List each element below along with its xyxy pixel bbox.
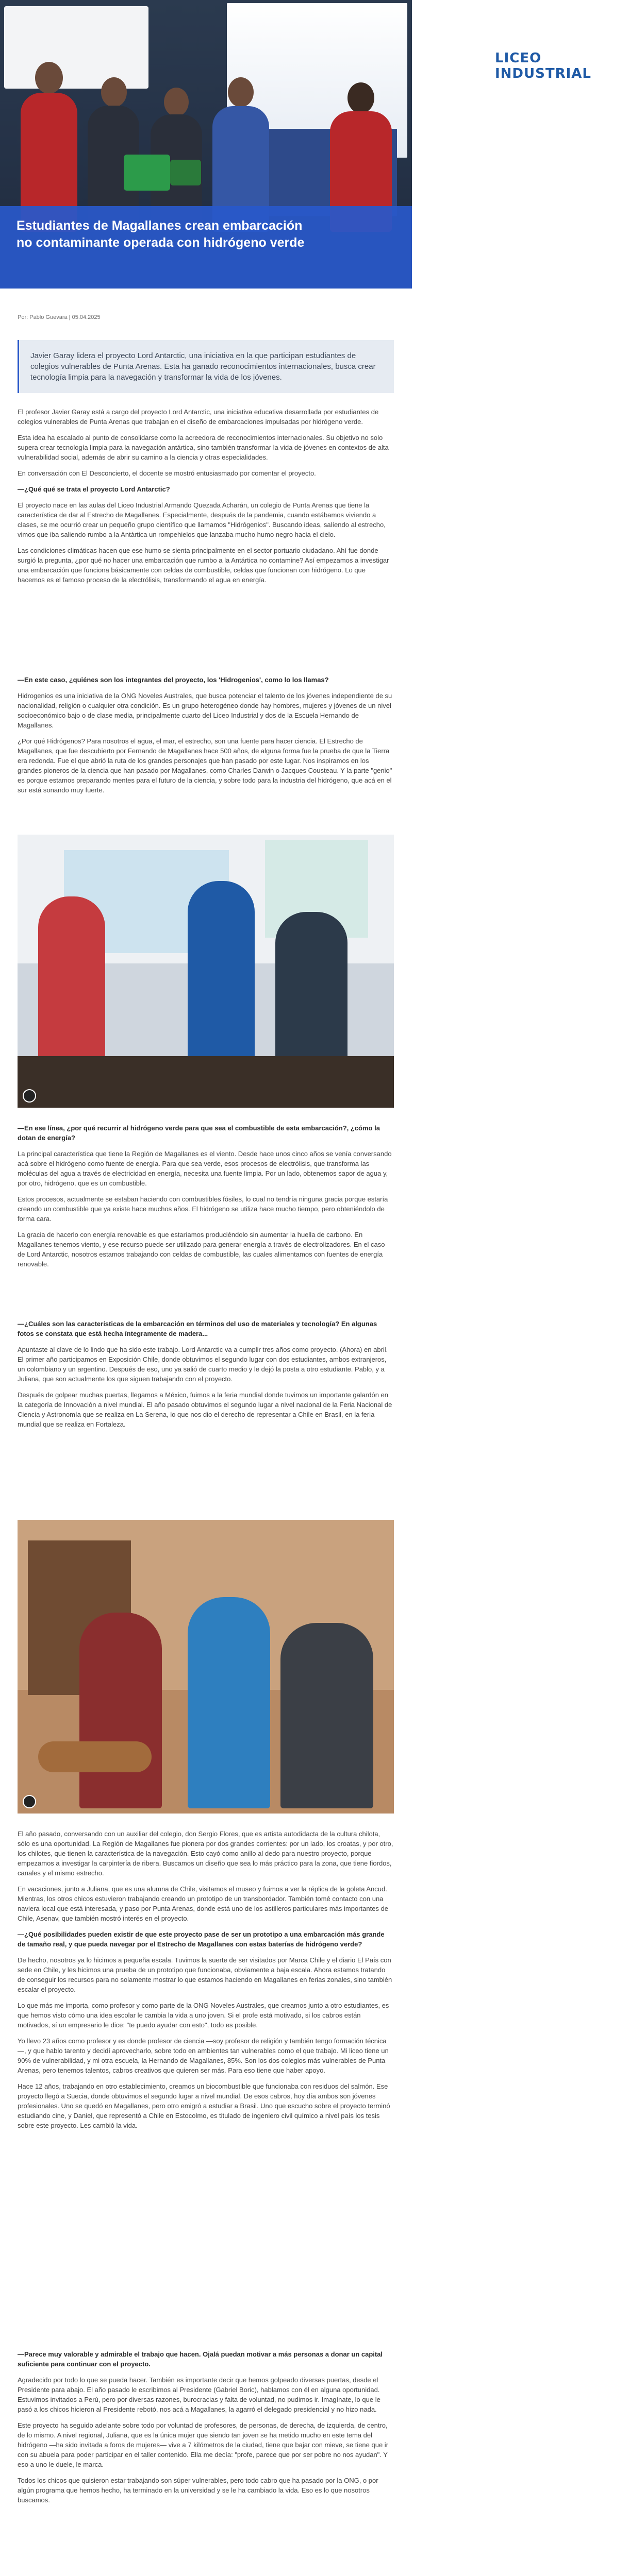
lego-model-2: [170, 160, 201, 185]
paragraph: Apuntaste al clave de lo lindo que ha sido este trabajo. Lord Antarctic va a cumplir tres años como proyecto. (Ahora) en abril. El primer año participamos en Exposición Chile, donde obtuvimos el segundo lugar con dos estudiantes, ambos extranjeros, un colombiano y un argentino. Después de eso, uno ya salió de cuarto medio y le dejó la posta a otro estudiante. Pablo, y a Juliana, que son actualmente los que siguen trabajando con el proyecto.: [18, 1346, 388, 1383]
paragraph: Las condiciones climáticas hacen que ese humo se sienta principalmente en el sector portuario ciudadano. Ahí fue donde surgió la pregunta, ¿por qué no hacer una embarcación que rumbo a la Antártica no contamine? Así empezamos a investigar una embarcación que funciona básicamente con celdas de combustible, celdas que funcionan con hidrógeno. Lo que hacemos es el famoso proceso de la electrólisis, transformando el agua en energía.: [18, 547, 389, 584]
paragraph: El año pasado, conversando con un auxiliar del colegio, don Sergio Flores, que es artista autodidacta de la cultura chilota, sólo es una oportunidad. La Región de Magallanes fue pionera por dos grandes corrientes: por un lado, los croatas, y por otro, los chilotes, que tienen la característica de la navegación. Esto cayó como anillo al dedo para nuestro proyecto, porque empezamos a investigar la carpintería de ribera. Buscamos un diseño que sea lo más práctico para la zona, que tiene fiordos, canales y el mismo estrecho.: [18, 1830, 393, 1877]
person-9: [79, 1613, 162, 1808]
paragraph: En vacaciones, junto a Juliana, que es una alumna de Chile, visitamos el museo y fuimos a ver la réplica de la goleta Ancud. Mientras, los otros chicos estuvieron trabajando creando un prototipo de un transbordador. También tomé contacto con una naviera local que está interesada, y paso por Punta Arenas, donde está uno de los astilleros particulares más importantes de Chile, Asenav, que también mostró interés en el proyecto.: [18, 1885, 389, 1922]
section-5: [18, 1829, 394, 2137]
section-1: [18, 407, 394, 591]
question: —Parece muy valorable y admirable el trabajo que hacen. Ojalá puedan motivar a más personas a donar un capital suficiente para continuar con el proyecto.: [18, 2350, 383, 2368]
question: —¿Qué posibilidades pueden existir de que este proyecto pase de ser un prototipo a una embarcación más grande de tamaño real, y que pueda navegar por el Estrecho de Magallanes con estas baterías de hidrógeno verde?: [18, 1930, 385, 1948]
title-band: [0, 206, 412, 289]
question: —En este caso, ¿quiénes son los integrantes del proyecto, los 'Hidrogenios', como lo los llamas?: [18, 676, 329, 684]
paragraph: Hace 12 años, trabajando en otro establecimiento, creamos un biocombustible que funcionaba con residuos del salmón. Ese proyecto llegó a Suecia, donde obtuvimos el segundo lugar a nivel mundial. De esos cabros, hoy día ambos son jóvenes profesionales. Uno se quedó en Magallanes, pero otro emigró a estudiar a Brasil. Uno que escucho sobre el proyecto terminó estudiando cine, y Daniel, que representó a Chile en Estocolmo, es titulado de ingeniero civil químico a nivel país los tesis sobre este proyecto. Les cambió la vida.: [18, 2082, 390, 2129]
article-title: Estudiantes de Magallanes crean embarcación no contaminante operada con hidrógeno verde: [16, 218, 305, 250]
poster-text: LICEO INDUSTRIAL: [495, 50, 591, 81]
hero-photo: [0, 0, 591, 289]
paragraph: La gracia de hacerlo con energía renovable es que estaríamos produciéndolo sin aumentar la huella de carbono. En Magallanes tenemos viento, y ese recurso puede ser utilizado para generar energía a través de electrolizadores. En el caso de Lord Antarctic, nosotros estamos trabajando con celdas de combustible, las cuales alimentamos con fuentes de energía renovable.: [18, 1231, 385, 1268]
paragraph: Estos procesos, actualmente se estaban haciendo con combustibles fósiles, lo cual no tendría ninguna gracia porque estaría creando un combustible que ya existe hace muchos años. El hidrógeno se utiliza hace mucho tiempo, pero obteniéndolo de forma cara.: [18, 1195, 388, 1223]
byline: Por: Pablo Guevara | 05.04.2025: [18, 314, 101, 320]
photo-credit-icon: [23, 1795, 36, 1808]
person-10: [188, 1597, 270, 1808]
paragraph: Hidrogenios es una iniciativa de la ONG Noveles Australes, que busca potenciar el talento de los jóvenes independiente de su nacionalidad, religión o cualquier otra condición. Es un grupo heterogéneo donde hay hombres, mujeres y jóvenes de un nivel socioeconómico bajo o de clase media, principalmente cuarto del Liceo Industrial y dos de la Escuela Hernando de Magallanes.: [18, 692, 392, 729]
section-6: [18, 2349, 394, 2511]
section-3: [18, 1123, 394, 1275]
paragraph: Agradecido por todo lo que se pueda hacer. También es importante decir que hemos golpeado diversas puertas, desde el Presidente para abajo. El año pasado le escribimos al Presidente (Gabriel Boric), hablamos con él en alguna oportunidad. Estuvimos invitados a Perú, pero por diversas razones, burocracias y falta de voluntad, no pudimos ir. Imagínate, lo que le pasó a los chicos hicieron al Presidente rebotó, nos acá a Magallanes, la agarró el delegado presidencial y no hizo nada.: [18, 2376, 380, 2413]
section-4: [18, 1319, 394, 1435]
intro-summary: Javier Garay lidera el proyecto Lord Antarctic, una iniciativa en la que participan estudiantes de colegios vulnerables de Punta Arenas. Esta ha ganado reconocimientos internacionales, busca crear tecnología limpia para la navegación y transformar la vida de los jóvenes.: [18, 340, 394, 393]
paragraph: El profesor Javier Garay está a cargo del proyecto Lord Antarctic, una iniciativa educativa desarrollada por estudiantes de colegios vulnerables de Punta Arenas que trabajan en el diseño de embarcaciones impulsadas por hidrógeno verde.: [18, 408, 379, 426]
paragraph: Después de golpear muchas puertas, llegamos a México, fuimos a la feria mundial donde tuvimos un importante galardón en la categoría de Innovación a nivel mundial. El año pasado obtuvimos el segundo lugar a nivel nacional de la Feria Nacional de Ciencia y Astronomía que se realiza en La Serena, lo que nos dio el derecho de representar a Chile en Brasil, en la feria mundial que se realiza en Fortaleza.: [18, 1391, 392, 1428]
photo-credit-icon: [23, 1089, 36, 1103]
wooden-boat: [38, 1741, 152, 1772]
paragraph: Todos los chicos que quisieron estar trabajando son súper vulnerables, pero todo cabro que ha pasado por la ONG, o por algún programa que hemos hecho, ha terminado en la universidad y se le ha cambiado la vida. Eso es lo que nosotros buscamos.: [18, 2477, 378, 2504]
photo-exhibit: [18, 835, 394, 1108]
paragraph: Este proyecto ha seguido adelante sobre todo por voluntad de profesores, de personas, de derecha, de izquierda, de centro, de lo mismo. A nivel regional, Juliana, que es la única mujer que siendo tan joven se ha metido mucho en este tema del hidrógeno —ha sido invitada a foros de mujeres— vive a 7 kilómetros de la ciudad, tiene que bajar con mieve, se tiene que ir con su abuela para poder participar en el taller contenido. Ella me decía: "profe, parece que por ser pobre no nos ayudan". Y eso a uno le duele, le marca.: [18, 2421, 389, 2468]
question: —En ese línea, ¿por qué recurrir al hidrógeno verde para que sea el combustible de esta embarcación?, ¿cómo la dotan de energía?: [18, 1124, 380, 1142]
paragraph: De hecho, nosotros ya lo hicimos a pequeña escala. Tuvimos la suerte de ser visitados por Marca Chile y el diario El País con sede en Chile, y les hicimos una prueba de un prototipo que funcionaba, obviamente a baja escala. Ahora estamos tratando de conseguir los recursos para no solamente mostrar lo que estamos haciendo en Magallanes en ferias zonales, sino también escalar el proyecto.: [18, 1956, 392, 1993]
lego-model: [124, 155, 170, 191]
paragraph: El proyecto nace en las aulas del Liceo Industrial Armando Quezada Acharán, un colegio de Punta Arenas que tiene la característica de dar al Estrecho de Magallanes. Especialmente, después de la pandemia, cuando estábamos viviendo a clases, se me ocurrió crear un pequeño grupo científico que llamamos "Hidrógenios". Buscando ideas, salíendo al estrecho, vimos que iba saliendo rumbo a la Antártica un rompehielos que lanzaba mucho humo negro hacia el cielo.: [18, 501, 386, 538]
person-11: [280, 1623, 373, 1808]
section-2: [18, 675, 394, 801]
photo-workshop: [18, 1520, 394, 1814]
paragraph: ¿Por qué Hidrógenos? Para nosotros el agua, el mar, el estrecho, son una fuente para hacer ciencia. El Estrecho de Magallanes, que fue descubierto por Fernando de Magallanes hace 500 años, de alguna forma fue la prueba de que la Tierra era redonda. Fue el que abrió la ruta de los grandes personajes que han pasado por este lugar. Nos inspiramos en los grandes pioneros de la ciencia que han pasado por Magallanes, como Charles Darwin o Jacques Cousteau. Y la parte "genio" es porque estamos preparando mentes para el futuro de la ciencia, y sobre todo para la industria del hidrógeno, que acá en el sur está sonando muy fuerte.: [18, 737, 392, 794]
paragraph: Lo que más me importa, como profesor y como parte de la ONG Noveles Australes, que creamos junto a otro estudiantes, es que hemos visto cómo una idea escolar le cambia la vida a uno joven. Si el profe está motivado, si los cabros están motivados, sí un empresario le dice: "te puedo ayudar con esto", todo es posible.: [18, 2002, 389, 2029]
question: —¿Cuáles son las características de la embarcación en términos del uso de materiales y tecnología? En algunas fotos se constata que está hecha íntegramente de madera...: [18, 1320, 377, 1337]
paragraph: Esta idea ha escalado al punto de consolidarse como la acreedora de reconocimientos internacionales. Su objetivo no solo supera crear tecnología limpia para la navegación antártica, sino también transformar la vida de jóvenes en contextos de alta vulnerabilidad social, además de abrir su camino a la ciencia y otras especialidades.: [18, 434, 389, 461]
paragraph: En conversación con El Desconcierto, el docente se mostró entusiasmado por comentar el proyecto.: [18, 469, 316, 477]
question: —¿Qué qué se trata el proyecto Lord Antarctic?: [18, 485, 170, 493]
paragraph: La principal característica que tiene la Región de Magallanes es el viento. Desde hace unos cinco años se venía conversando acá sobre el hidrógeno como fuente de energía. Para que sea verde, esos procesos de electrólisis, que transforma las moléculas del agua a través de electricidad en energía, necesita una fuente limpia. Por un lado, obtenemos sapor de agua y, por otro, hidrógeno, que es un combustible.: [18, 1150, 392, 1187]
paragraph: Yo llevo 23 años como profesor y es donde profesor de ciencia —soy profesor de religión y también tengo formación técnica—, y que hablo tarento y decidí aprovecharlo, sobre todo en ambientes tan vulnerables como el que trabajo. Mi liceo tiene un 90% de vulnerabilidad, y mi otra escuela, la Hernando de Magallanes, 85%. Son los dos colegios más vulnerables de Punta Arenas, pero tenemos talentos, cabros creativos que quieren ser más. Para eso tiene que haber apoyo.: [18, 2037, 389, 2074]
